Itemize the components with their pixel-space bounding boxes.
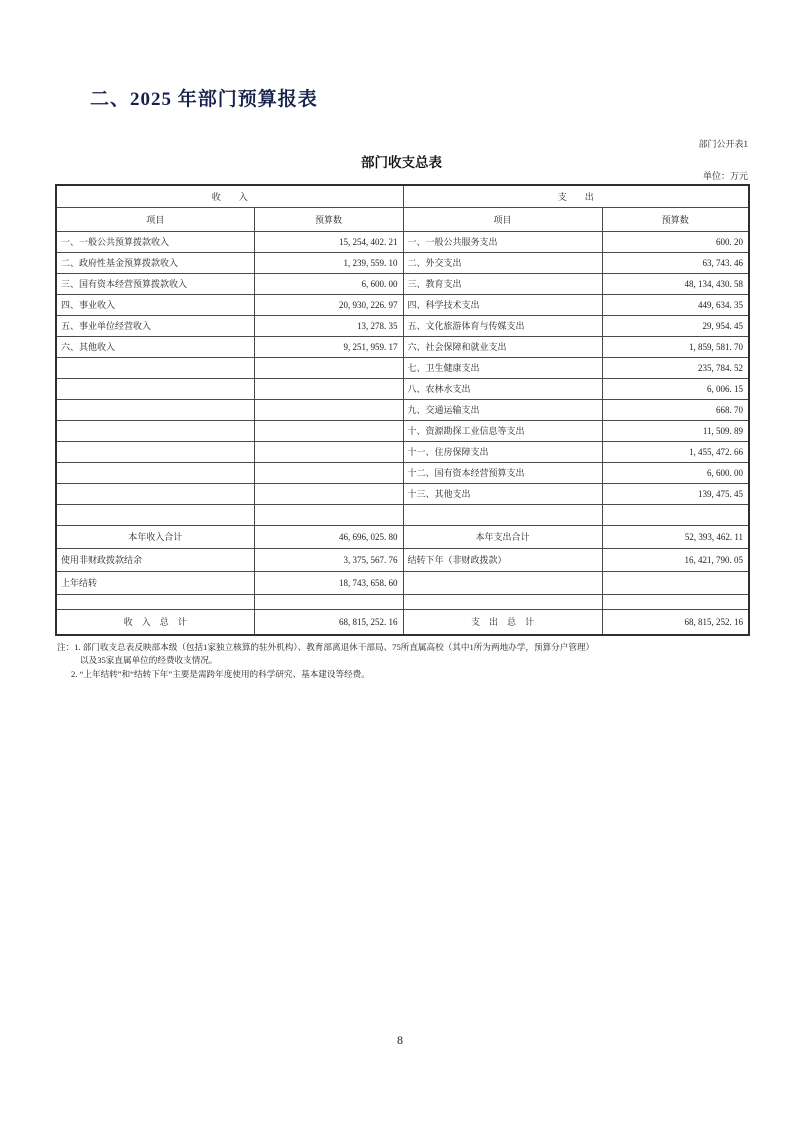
carryover-prev-value: 18, 743, 658. 60 bbox=[254, 571, 403, 594]
expense-value-cell: 235, 784. 52 bbox=[602, 357, 749, 378]
grand-income-value: 68, 815, 252. 16 bbox=[254, 609, 403, 635]
income-item-cell: 五、事业单位经营收入 bbox=[56, 315, 254, 336]
carryover-row bbox=[56, 548, 749, 571]
income-value-cell bbox=[254, 357, 403, 378]
empty-cell bbox=[403, 594, 602, 609]
expense-budget-col-header: 预算数 bbox=[602, 207, 749, 231]
expense-item-cell: 三、教育支出 bbox=[403, 273, 602, 294]
table-row bbox=[56, 357, 749, 378]
expense-value-cell: 449, 634. 35 bbox=[602, 294, 749, 315]
income-item-cell bbox=[56, 378, 254, 399]
expense-item-col-header: 项目 bbox=[403, 207, 602, 231]
table-row bbox=[56, 207, 749, 231]
grand-expense-value: 68, 815, 252. 16 bbox=[602, 609, 749, 635]
income-section-header: 收 入 bbox=[56, 185, 403, 207]
table-row bbox=[56, 185, 749, 207]
page-title: 二、2025 年部门预算报表 bbox=[90, 89, 318, 110]
expense-value-cell: 6, 600. 00 bbox=[602, 462, 749, 483]
empty-cell bbox=[602, 571, 749, 594]
expense-annual-total-value: 52, 393, 462. 11 bbox=[602, 525, 749, 548]
expense-annual-total-label: 本年支出合计 bbox=[403, 525, 602, 548]
expense-value-cell: 6, 006. 15 bbox=[602, 378, 749, 399]
income-item-col-header: 项目 bbox=[56, 207, 254, 231]
income-value-cell bbox=[254, 420, 403, 441]
expense-item-cell: 七、卫生健康支出 bbox=[403, 357, 602, 378]
nonfiscal-balance-value: 3, 375, 567. 76 bbox=[254, 548, 403, 571]
expense-value-cell: 600. 20 bbox=[602, 231, 749, 252]
income-item-cell bbox=[56, 441, 254, 462]
table-row bbox=[56, 378, 749, 399]
table-row bbox=[56, 273, 749, 294]
expense-value-cell: 1, 455, 472. 66 bbox=[602, 441, 749, 462]
annual-total-row bbox=[56, 525, 749, 548]
empty-cell bbox=[56, 504, 254, 525]
table-row bbox=[56, 252, 749, 273]
income-item-cell: 六、其他收入 bbox=[56, 336, 254, 357]
expense-item-cell: 十、资源勘探工业信息等支出 bbox=[403, 420, 602, 441]
empty-cell bbox=[403, 571, 602, 594]
nonfiscal-balance-label: 使用非财政拨款结余 bbox=[56, 548, 254, 571]
expense-value-cell: 29, 954. 45 bbox=[602, 315, 749, 336]
table-row bbox=[56, 441, 749, 462]
expense-value-cell: 11, 509. 89 bbox=[602, 420, 749, 441]
expense-item-cell: 五、文化旅游体育与传媒支出 bbox=[403, 315, 602, 336]
expense-item-cell: 八、农林水支出 bbox=[403, 378, 602, 399]
empty-cell bbox=[56, 594, 254, 609]
empty-cell bbox=[403, 504, 602, 525]
income-value-cell: 15, 254, 402. 21 bbox=[254, 231, 403, 252]
expense-item-cell: 一、一般公共服务支出 bbox=[403, 231, 602, 252]
empty-row bbox=[56, 504, 749, 525]
income-item-cell bbox=[56, 483, 254, 504]
income-item-cell bbox=[56, 462, 254, 483]
expense-item-cell: 六、社会保障和就业支出 bbox=[403, 336, 602, 357]
income-item-cell: 二、政府性基金预算拨款收入 bbox=[56, 252, 254, 273]
form-tag: 部门公开表1 bbox=[698, 139, 748, 149]
table-row bbox=[56, 231, 749, 252]
empty-cell bbox=[602, 504, 749, 525]
expense-item-cell: 十一、住房保障支出 bbox=[403, 441, 602, 462]
grand-total-row bbox=[56, 609, 749, 635]
income-annual-total-value: 46, 696, 025. 80 bbox=[254, 525, 403, 548]
income-item-cell bbox=[56, 420, 254, 441]
income-item-cell: 四、事业收入 bbox=[56, 294, 254, 315]
income-value-cell bbox=[254, 399, 403, 420]
income-value-cell: 6, 600. 00 bbox=[254, 273, 403, 294]
income-item-cell: 三、国有资本经营预算拨款收入 bbox=[56, 273, 254, 294]
income-value-cell: 20, 930, 226. 97 bbox=[254, 294, 403, 315]
table-row bbox=[56, 462, 749, 483]
table-row bbox=[56, 399, 749, 420]
income-value-cell bbox=[254, 483, 403, 504]
income-item-cell bbox=[56, 399, 254, 420]
income-value-cell bbox=[254, 441, 403, 462]
income-annual-total-label: 本年收入合计 bbox=[56, 525, 254, 548]
expense-item-cell: 九、交通运输支出 bbox=[403, 399, 602, 420]
income-value-cell: 1, 239, 559. 10 bbox=[254, 252, 403, 273]
expense-value-cell: 668. 70 bbox=[602, 399, 749, 420]
income-value-cell bbox=[254, 462, 403, 483]
table-row bbox=[56, 483, 749, 504]
income-value-cell: 9, 251, 959. 17 bbox=[254, 336, 403, 357]
carryover-next-label: 结转下年（非财政拨款） bbox=[403, 548, 602, 571]
prev-carryover-row bbox=[56, 571, 749, 594]
income-value-cell bbox=[254, 378, 403, 399]
expense-item-cell: 二、外交支出 bbox=[403, 252, 602, 273]
table-title: 部门收支总表 bbox=[361, 155, 442, 170]
footnote-line-3: 2. “上年结转”和“结转下年”主要是需跨年度使用的科学研究、基本建设等经费。 bbox=[71, 668, 370, 679]
expense-item-cell: 四、科学技术支出 bbox=[403, 294, 602, 315]
table-row bbox=[56, 420, 749, 441]
expense-item-cell: 十三、其他支出 bbox=[403, 483, 602, 504]
expense-item-cell: 十二、国有资本经营预算支出 bbox=[403, 462, 602, 483]
grand-expense-label: 支 出 总 计 bbox=[403, 609, 602, 635]
expense-value-cell: 1, 859, 581. 70 bbox=[602, 336, 749, 357]
income-item-cell bbox=[56, 357, 254, 378]
income-budget-col-header: 预算数 bbox=[254, 207, 403, 231]
page-number: 8 bbox=[397, 1033, 403, 1047]
income-item-cell: 一、一般公共预算拨款收入 bbox=[56, 231, 254, 252]
table-row bbox=[56, 294, 749, 315]
table-row bbox=[56, 336, 749, 357]
footnote-line-1: 注：1. 部门收支总表反映部本级（包括1家独立核算的驻外机构）、教育部离退休干部局、75所直属高校（其中1所为两地办学，预算分户管理） bbox=[57, 642, 595, 652]
grand-income-label: 收 入 总 计 bbox=[56, 609, 254, 635]
expense-value-cell: 48, 134, 430. 58 bbox=[602, 273, 749, 294]
expense-value-cell: 63, 743. 46 bbox=[602, 252, 749, 273]
income-value-cell: 13, 278. 35 bbox=[254, 315, 403, 336]
expense-value-cell: 139, 475. 45 bbox=[602, 483, 749, 504]
budget-summary-table bbox=[55, 184, 750, 636]
empty-cell bbox=[602, 594, 749, 609]
carryover-prev-label: 上年结转 bbox=[56, 571, 254, 594]
carryover-next-value: 16, 421, 790. 05 bbox=[602, 548, 749, 571]
table-row bbox=[56, 315, 749, 336]
expense-section-header: 支 出 bbox=[403, 185, 749, 207]
empty-cell bbox=[254, 594, 403, 609]
footnote-line-2: 以及35家直属单位的经费收支情况。 bbox=[80, 655, 218, 666]
footnotes bbox=[57, 641, 725, 681]
empty-cell bbox=[254, 504, 403, 525]
unit-label: 单位：万元 bbox=[702, 171, 748, 181]
empty-row bbox=[56, 594, 749, 609]
